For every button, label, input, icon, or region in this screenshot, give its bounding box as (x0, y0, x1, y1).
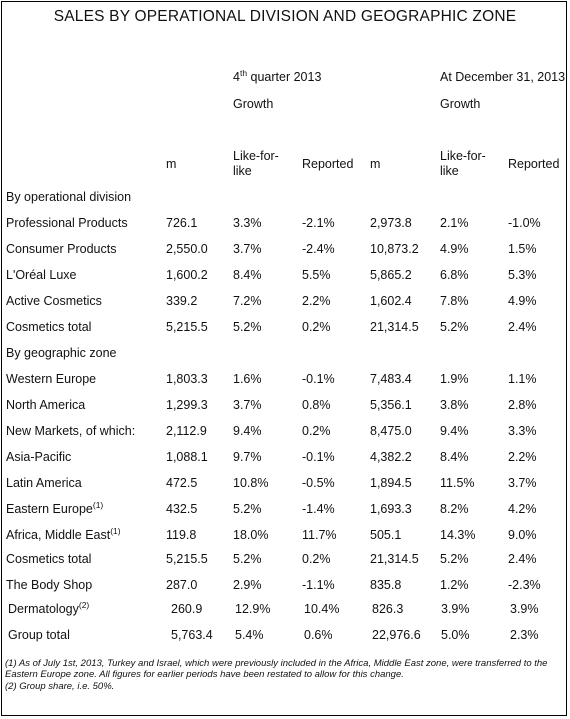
table-cell: 2,112.9 (166, 424, 207, 438)
table-cell: 7.2% (233, 294, 262, 308)
period-header-q4: 4th quarter 2013 (233, 67, 322, 84)
table-cell: 7,483.4 (370, 372, 412, 386)
growth-header-year: Growth (440, 97, 481, 111)
table-cell: 21,314.5 (370, 320, 419, 334)
table-cell: 0.2% (302, 552, 331, 566)
table-cell: 5,763.4 (171, 628, 213, 642)
table-cell: 2.8% (508, 398, 537, 412)
row-label (6, 268, 76, 283)
table-cell: 5.0% (441, 628, 470, 642)
table-cell: 1,600.2 (166, 268, 208, 282)
table-cell: 9.4% (233, 424, 262, 438)
table-cell: -0.5% (302, 476, 335, 490)
table-cell: 3.7% (233, 242, 262, 256)
table-cell: -2.4% (302, 242, 335, 256)
table-cell: 472.5 (166, 476, 198, 490)
table-cell: 9.4% (440, 424, 469, 438)
table-cell: 432.5 (166, 502, 198, 516)
table-cell: 10,873.2 (370, 242, 419, 256)
table-cell: 1,602.4 (370, 294, 412, 308)
table-cell: 8,475.0 (370, 424, 412, 438)
section-heading (6, 346, 117, 361)
row-label-text: Cosmetics total (6, 320, 92, 334)
table-cell: 5.2% (233, 320, 262, 334)
row-label-text: Cosmetics total (6, 552, 92, 566)
table-cell: 10.4% (304, 602, 340, 616)
footnote-2: (2) Group share, i.e. 50%. (5, 681, 115, 692)
table-cell: 1.9% (440, 372, 469, 386)
row-label-text: By operational division (6, 190, 132, 204)
table-cell: 12.9% (235, 602, 271, 616)
table-cell: 835.8 (370, 578, 402, 592)
table-cell: 3.7% (233, 398, 262, 412)
col-header-reported-year: Reported (508, 157, 560, 171)
col-header-m-year: m (370, 157, 381, 171)
row-label (8, 599, 90, 617)
table-cell: 9.0% (508, 528, 537, 542)
table-cell: 1.2% (440, 578, 469, 592)
table-cell: 5.4% (235, 628, 264, 642)
table-cell: 8.4% (440, 450, 469, 464)
row-label (6, 578, 92, 593)
table-cell: 2.9% (233, 578, 262, 592)
row-label (6, 294, 102, 309)
table-cell: 4,382.2 (370, 450, 412, 464)
table-cell: 1.1% (508, 372, 537, 386)
table-cell: 726.1 (166, 216, 198, 230)
table-cell: 287.0 (166, 578, 198, 592)
table-cell: -2.1% (302, 216, 335, 230)
period-header-year: At December 31, 2013 (440, 70, 566, 84)
table-cell: 5,356.1 (370, 398, 412, 412)
table-cell: 4.9% (508, 294, 537, 308)
col-header-lfl-year: Like-for- like (440, 149, 486, 178)
row-label-text: Africa, Middle East (6, 528, 111, 542)
footnote-1: (1) As of July 1st, 2013, Turkey and Israel, which were previously included in the Africa, Middle East zone, were transferred to the Eastern Europe zone. All figures for earlier periods have been restated to allow for this change. (5, 658, 548, 680)
table-cell: 260.9 (171, 602, 203, 616)
table-cell: 505.1 (370, 528, 402, 542)
table-cell: 5.2% (233, 502, 262, 516)
table-cell: 5,215.5 (166, 320, 208, 334)
row-label-text: Consumer Products (6, 242, 117, 256)
section-heading (6, 190, 131, 205)
row-label-text: Group total (8, 628, 70, 642)
row-label-text: L'Oréal Luxe (6, 268, 77, 282)
table-cell: 0.6% (304, 628, 333, 642)
row-label (6, 552, 91, 567)
table-cell: 2.3% (510, 628, 539, 642)
col-header-lfl-q4: Like-for- like (233, 149, 279, 178)
row-label-text: Asia-Pacific (6, 450, 72, 464)
row-label-text: Active Cosmetics (6, 294, 102, 308)
row-label-text: Dermatology (8, 602, 79, 616)
table-cell: -1.1% (302, 578, 335, 592)
table-cell: 2,973.8 (370, 216, 412, 230)
row-label (6, 499, 104, 517)
table-cell: 6.8% (440, 268, 469, 282)
table-cell: 11.7% (302, 528, 337, 542)
table-cell: 826.3 (372, 602, 404, 616)
table-cell: 3.8% (440, 398, 469, 412)
table-cell: 21,314.5 (370, 552, 419, 566)
table-cell: -1.0% (508, 216, 541, 230)
row-label (6, 476, 82, 491)
table-cell: 2.1% (440, 216, 469, 230)
table-cell: 1,088.1 (166, 450, 208, 464)
table-cell: 5.3% (508, 268, 537, 282)
table-cell: 11.5% (440, 476, 475, 490)
table-cell: 9.7% (233, 450, 262, 464)
table-cell: 5,865.2 (370, 268, 412, 282)
table-cell: 0.2% (302, 320, 331, 334)
footnote-marker: (1) (110, 525, 121, 536)
row-label-text: Professional Products (6, 216, 128, 230)
row-label (6, 398, 85, 413)
row-label (6, 525, 121, 543)
table-cell: 339.2 (166, 294, 198, 308)
row-label (6, 320, 91, 335)
table-cell: 1.5% (508, 242, 537, 256)
table-cell: 8.4% (233, 268, 262, 282)
row-label (6, 424, 135, 439)
table-cell: 5.2% (233, 552, 262, 566)
table-cell: 1.6% (233, 372, 262, 386)
row-label (6, 242, 116, 257)
col-header-reported-q4: Reported (302, 157, 354, 171)
row-label-text: North America (6, 398, 86, 412)
table-cell: 7.8% (440, 294, 469, 308)
row-label-text: By geographic zone (6, 346, 117, 360)
table-cell: 2.4% (508, 552, 537, 566)
table-cell: 4.9% (440, 242, 469, 256)
table-cell: 2.2% (302, 294, 331, 308)
row-label-text: New Markets, of which: (6, 424, 136, 438)
growth-header-q4: Growth (233, 97, 274, 111)
table-cell: 1,299.3 (166, 398, 208, 412)
table-cell: 3.3% (508, 424, 537, 438)
table-cell: 1,803.3 (166, 372, 208, 386)
table-cell: 0.8% (302, 398, 331, 412)
row-label-text: Latin America (6, 476, 82, 490)
table-cell: -2.3% (508, 578, 541, 592)
table-cell: 5,215.5 (166, 552, 208, 566)
table-cell: 14.3% (440, 528, 476, 542)
table-cell: 18.0% (233, 528, 269, 542)
page-title: SALES BY OPERATIONAL DIVISION AND GEOGRAPHIC ZONE (53, 8, 517, 25)
col-header-m-q4: m (166, 157, 177, 171)
table-cell: 5.5% (302, 268, 331, 282)
row-label-text: The Body Shop (6, 578, 93, 592)
table-cell: 5.2% (440, 552, 469, 566)
table-cell: 2.2% (508, 450, 537, 464)
table-cell: 3.9% (510, 602, 539, 616)
table-cell: -0.1% (302, 372, 335, 386)
row-label (6, 216, 128, 231)
table-cell: 119.8 (166, 528, 197, 542)
table-cell: 22,976.6 (372, 628, 421, 642)
table-cell: 3.9% (441, 602, 470, 616)
footnote-marker: (2) (78, 599, 90, 610)
table-cell: 1,894.5 (370, 476, 412, 490)
table-cell: 2.4% (508, 320, 537, 334)
row-label-text: Eastern Europe (6, 502, 93, 516)
table-cell: 3.7% (508, 476, 537, 490)
table-cell: 0.2% (302, 424, 331, 438)
footnote-marker: (1) (92, 499, 104, 510)
table-cell: 5.2% (440, 320, 469, 334)
table-cell: 1,693.3 (370, 502, 412, 516)
row-label-text: Western Europe (6, 372, 97, 386)
table-cell: 8.2% (440, 502, 469, 516)
table-cell: 10.8% (233, 476, 269, 490)
row-label (6, 450, 71, 465)
table-cell: 2,550.0 (166, 242, 208, 256)
table-cell: -0.1% (302, 450, 335, 464)
table-cell: 4.2% (508, 502, 537, 516)
row-label (6, 372, 96, 387)
table-cell: 3.3% (233, 216, 262, 230)
row-label (8, 628, 70, 643)
table-cell: -1.4% (302, 502, 335, 516)
